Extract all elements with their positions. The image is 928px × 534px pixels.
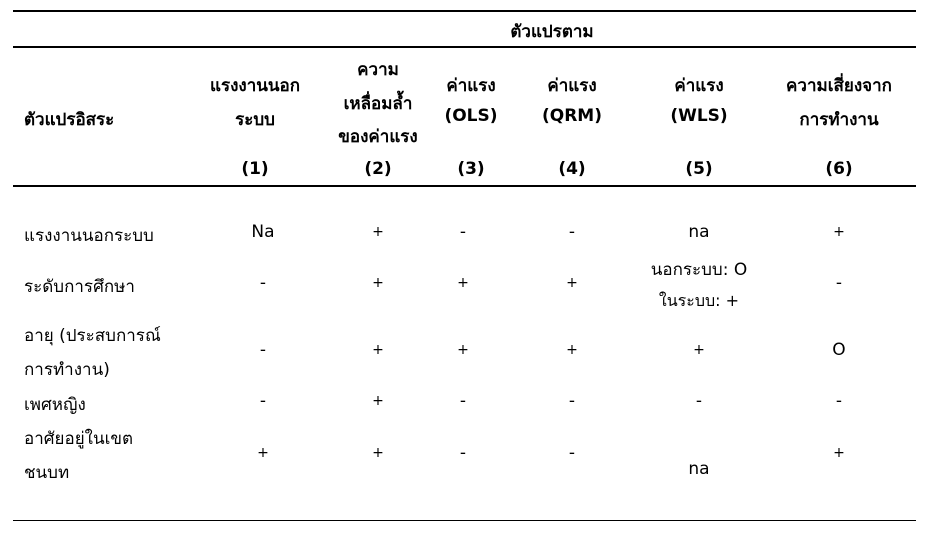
- table-cell: -: [835, 391, 843, 411]
- header-bottom-rule: [13, 185, 916, 187]
- table-cell: +: [372, 342, 384, 358]
- table-cell: -: [568, 222, 576, 242]
- column-header-3-line-2: (OLS): [444, 106, 498, 126]
- top-rule: [13, 10, 916, 12]
- column-header-5-line-1: ค่าแรง: [674, 76, 724, 96]
- table-cell: -: [459, 443, 467, 463]
- row-label: แรงงานนอกระบบ: [24, 226, 154, 246]
- table-cell: นอกระบบ: O: [650, 260, 748, 280]
- row-label-line-2: ชนบท: [24, 463, 70, 483]
- table-cell: -: [459, 222, 467, 242]
- table-cell: -: [568, 391, 576, 411]
- column-header-1-line-1: แรงงานนอก: [210, 76, 300, 96]
- table-cell: na: [688, 222, 710, 242]
- column-header-6-line-1: ความเสี่ยงจาก: [786, 76, 892, 96]
- column-number-3: (3): [457, 159, 485, 179]
- table-cell: +: [372, 224, 384, 240]
- row-label: เพศหญิง: [24, 395, 86, 415]
- row-label: ระดับการศึกษา: [24, 277, 135, 297]
- column-header-1-line-2: ระบบ: [235, 110, 275, 130]
- column-header-2-line-1: ความ: [357, 60, 399, 80]
- group-header: ตัวแปรตาม: [510, 22, 594, 42]
- table-cell: -: [695, 391, 703, 411]
- table-cell: +: [833, 224, 845, 240]
- column-number-1: (1): [241, 159, 269, 179]
- column-header-2-line-3: ของค่าแรง: [338, 127, 418, 147]
- column-number-2: (2): [364, 159, 392, 179]
- table-cell: +: [833, 445, 845, 461]
- column-header-6-line-2: การทำงาน: [799, 110, 879, 130]
- column-number-4: (4): [558, 159, 586, 179]
- table-cell: -: [259, 273, 267, 293]
- column-number-5: (5): [685, 159, 713, 179]
- table-cell: +: [372, 275, 384, 291]
- table-cell: +: [693, 342, 705, 358]
- table-cell: -: [568, 443, 576, 463]
- column-header-2-line-2: เหลื่อมล้ำ: [343, 94, 413, 114]
- table-cell: +: [457, 342, 469, 358]
- table-cell: O: [832, 340, 846, 360]
- table-cell: +: [372, 445, 384, 461]
- row-label-line-1: อาศัยอยู่ในเขต: [24, 429, 134, 449]
- bottom-rule: [13, 520, 916, 521]
- table-cell: -: [259, 340, 267, 360]
- column-header-5-line-2: (WLS): [670, 106, 728, 126]
- table-cell: +: [566, 275, 578, 291]
- table-cell: na: [688, 459, 710, 479]
- table-cell: -: [459, 391, 467, 411]
- table-cell: +: [257, 445, 269, 461]
- column-header-4-line-2: (QRM): [542, 106, 602, 126]
- column-header-4-line-1: ค่าแรง: [547, 76, 597, 96]
- column-header-3-line-1: ค่าแรง: [446, 76, 496, 96]
- group-header-rule: [13, 46, 916, 48]
- table-cell: +: [566, 342, 578, 358]
- column-number-6: (6): [825, 159, 853, 179]
- table-cell: -: [259, 391, 267, 411]
- table-cell-line-2: ในระบบ: +: [658, 291, 740, 310]
- row-label-line-2: การทำงาน): [24, 360, 110, 380]
- stub-header: ตัวแปรอิสระ: [24, 110, 115, 130]
- table-cell: +: [372, 393, 384, 409]
- table-cell: Na: [251, 222, 275, 242]
- table-cell: +: [457, 275, 469, 291]
- row-label-line-1: อายุ (ประสบการณ์: [24, 326, 161, 346]
- table-cell: -: [835, 273, 843, 293]
